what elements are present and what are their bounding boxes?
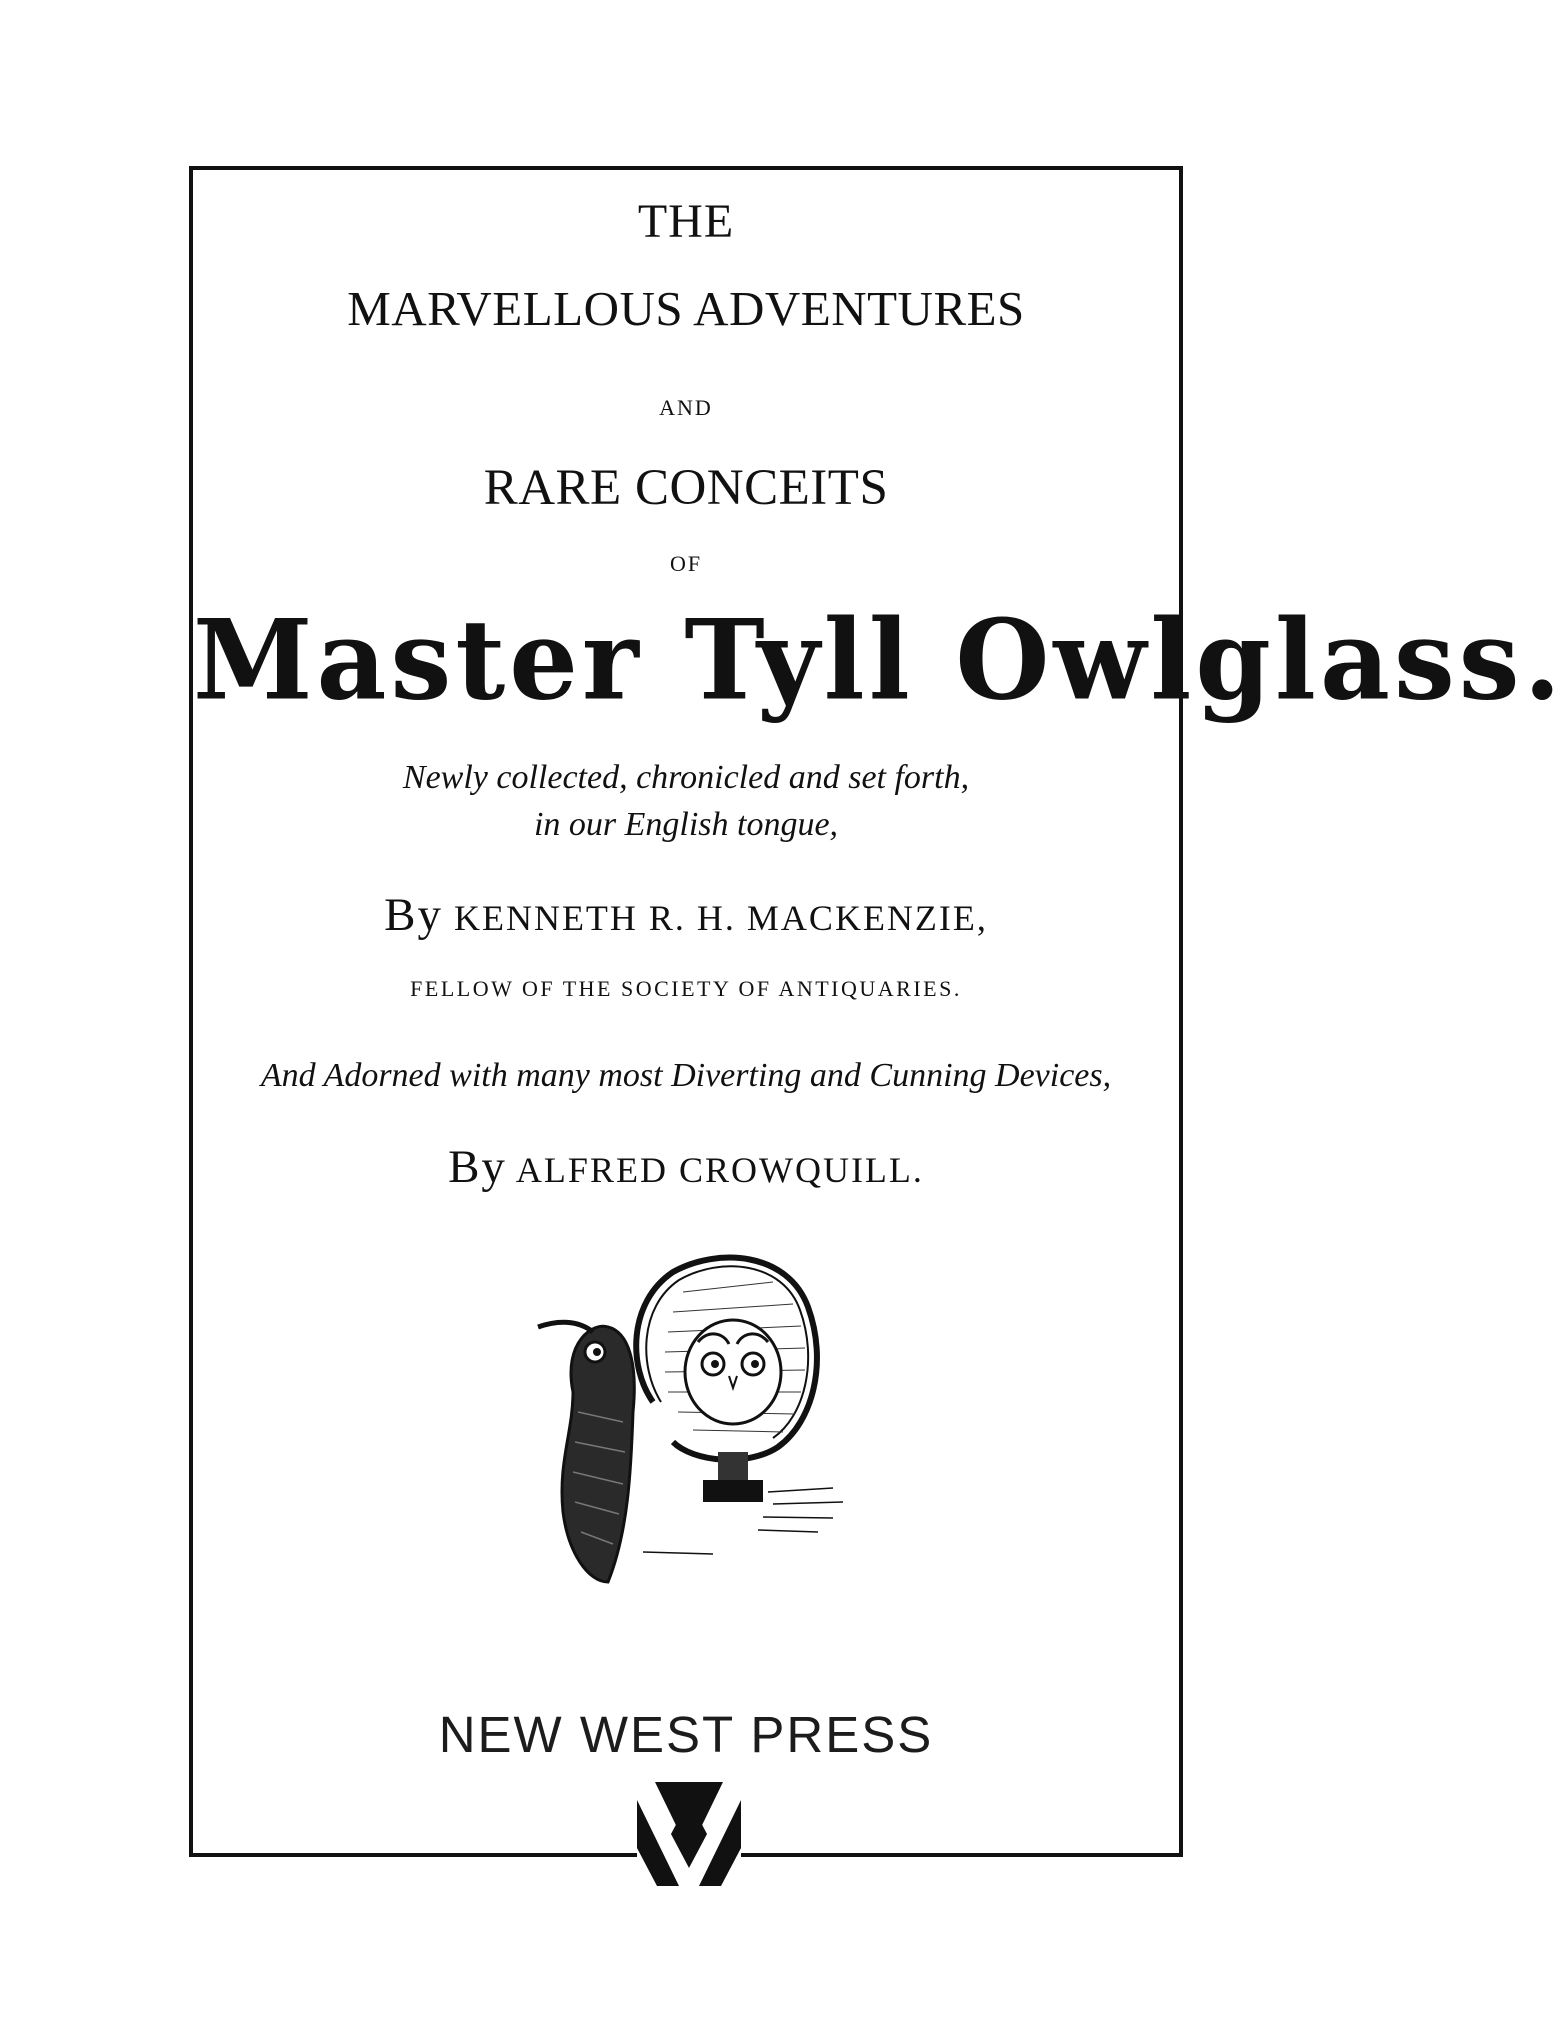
title-conjunction: AND <box>659 395 713 420</box>
illustration-credit-line: And Adorned with many most Diverting and Cunning Devices, <box>260 1057 1112 1094</box>
title-preposition: OF <box>669 551 703 576</box>
main-title: Master Tyll Owlglass. <box>193 596 1565 726</box>
author-by: By <box>384 889 443 941</box>
title-page-frame <box>189 166 1565 1857</box>
owl-mirror-engraving-icon <box>533 1252 853 1596</box>
title-line-conceits: RARE CONCEITS <box>483 460 889 516</box>
title-article: THE <box>637 195 735 248</box>
publisher-logo-icon <box>637 1782 741 1886</box>
title-line-adventures: MARVELLOUS ADVENTURES <box>347 281 1025 336</box>
illustrator-name: ALFRED CROWQUILL. <box>506 1150 924 1190</box>
subtitle-line-1: Newly collected, chronicled and set forth, <box>402 759 970 796</box>
publisher-name: NEW WEST PRESS <box>438 1706 934 1763</box>
illustrator-by: By <box>448 1141 507 1193</box>
author-credential: FELLOW OF THE SOCIETY OF ANTIQUARIES. <box>410 976 962 1001</box>
author-line <box>193 888 1179 942</box>
illustrator-line <box>193 1140 1179 1194</box>
author-name: KENNETH R. H. MACKENZIE, <box>442 898 988 938</box>
subtitle-line-2: in our English tongue, <box>533 806 839 843</box>
